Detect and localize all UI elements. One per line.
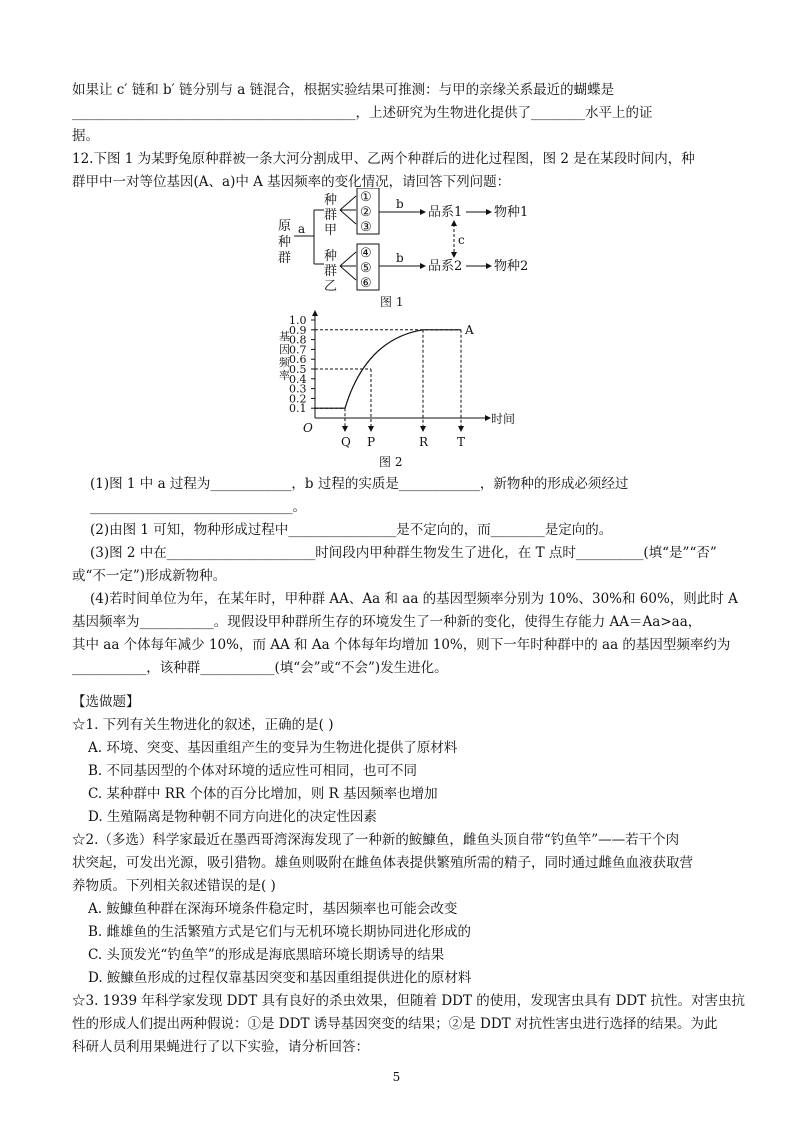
- svg-text:群: 群: [324, 264, 338, 279]
- population-yi-label: 种: [324, 249, 338, 264]
- arrow-T: [458, 426, 464, 432]
- text-line: 养物质。下列相关叙述错误的是( ): [72, 878, 276, 894]
- y-tick-label: 0.5: [289, 363, 307, 376]
- figure-2-chart: [275, 310, 515, 470]
- option-a: A. 环境、突变、基因重组产生的变异为生物进化提供了原材料: [88, 740, 458, 756]
- elective-question-2: ☆2.（多选）科学家最近在墨西哥湾深海发现了一种新的鮟鱇鱼，雌鱼头顶自带“钓鱼竿”——若干个肉: [72, 832, 680, 848]
- text-line: __________________________________________，上述研究为生物进化提供了________水平上的证: [72, 105, 653, 121]
- y-tick-label: 0.2: [289, 392, 307, 406]
- text-line: 如果让 c′ 链和 b′ 链分别与 a 链混合，根据实验结果可推测：与甲的亲缘关系最近的蝴蝶是: [72, 82, 615, 98]
- option-d: D. 生殖隔离是物种朝不同方向进化的决定性因素: [88, 809, 377, 825]
- sub-question-4: (4)若时间单位为年，在某年时，甲种群 AA、Aa 和 aa 的基因型频率分别为 10%、30%和 60%，则此时 A: [90, 591, 738, 607]
- figure-1-caption: 图 1: [380, 295, 404, 308]
- y-tick-label: 0.8: [289, 333, 307, 347]
- option-b: B. 雌雄鱼的生活繁殖方式是它们与无机环境长期协同进化形成的: [88, 924, 472, 940]
- text-line: 状突起，可发出光源，吸引猎物。雄鱼则吸附在雌鱼体表提供繁殖所需的精子，同时通过雌鱼血液获取营: [72, 855, 693, 871]
- text-line: 群甲中一对等位基因(A、a)中 A 基因频率的变化情况，请回答下列问题：: [72, 174, 511, 190]
- process-b-label-2: b: [396, 251, 404, 265]
- x-axis-label: 时间: [491, 412, 515, 426]
- origin-label: O: [303, 421, 313, 435]
- sub-question-1: (1)图 1 中 a 过程为____________，b 过程的实质是____________，新物种的形成必须经过: [90, 476, 629, 492]
- point-label: A: [465, 322, 474, 337]
- y-tick-label: 0.7: [289, 343, 307, 357]
- y-tick-label: 0.1: [289, 402, 307, 416]
- sub-question-3: (3)图 2 中在______________________时间段内甲种群生物发生了进化，在 T 点时__________(填“是”“否”: [90, 545, 717, 561]
- y-axis-label-char: 频: [279, 356, 290, 369]
- svg-text:群: 群: [324, 208, 338, 223]
- y-tick-label: 0.4: [289, 372, 307, 386]
- arrow-R: [420, 426, 426, 432]
- variant-6: ⑥: [360, 276, 372, 291]
- text-line: 或“不一定”)形成新物种。: [72, 568, 227, 584]
- svg-text:种: 种: [278, 235, 292, 250]
- figure-2-caption: 图 2: [379, 455, 403, 469]
- svg-text:甲: 甲: [324, 223, 338, 238]
- population-jia-label: 种: [324, 193, 338, 208]
- option-c: C. 某种群中 RR 个体的百分比增加，则 R 基因频率也增加: [88, 786, 438, 802]
- x-tick-label: Q: [341, 435, 351, 449]
- text-line: 性的形成人们提出两种假说：①是 DDT 诱导基因突变的结果；②是 DDT 对抗性害虫进行选择的结果。为此: [72, 1016, 718, 1032]
- option-b: B. 不同基因型的个体对环境的适应性可相同，也可不同: [88, 763, 418, 779]
- text-line: 基因频率为___________。现假设甲种群所生存的环境发生了一种新的变化，使得生存能力 AA＝Aa>aa，: [72, 614, 702, 630]
- text-line: 据。: [72, 128, 99, 144]
- svg-text:乙: 乙: [324, 279, 338, 294]
- strain-1-label: 品系1: [428, 205, 463, 220]
- process-c-label: c: [458, 233, 465, 247]
- variant-2: ②: [360, 205, 372, 220]
- elective-question-1: ☆1. 下列有关生物进化的叙述，正确的是( ): [72, 717, 334, 733]
- text-line: 科研人员利用果蝇进行了以下实验，请分析回答：: [72, 1039, 369, 1055]
- species-2-label: 物种2: [494, 259, 529, 274]
- x-tick-label: P: [367, 435, 376, 449]
- x-tick-label: R: [419, 435, 429, 449]
- option-d: D. 鮟鱇鱼形成的过程仅靠基因突变和基因重组提供进化的原材料: [88, 970, 472, 986]
- page-number: 5: [392, 1070, 401, 1084]
- arrow-Q: [342, 426, 348, 432]
- x-tick-label: T: [457, 435, 466, 449]
- text-line: ___________，该种群___________(填“会”或“不会”)发生进化。: [72, 660, 448, 676]
- option-c: C. 头顶发光“钓鱼竿”的形成是海底黑暗环境长期诱导的结果: [88, 947, 445, 963]
- process-b-label-1: b: [396, 197, 404, 211]
- y-axis-label-char: 率: [279, 369, 290, 382]
- variant-1: ①: [360, 190, 372, 205]
- text-line: ______________________________。: [90, 499, 306, 515]
- process-a-label: a: [298, 222, 306, 236]
- variant-3: ③: [360, 220, 372, 235]
- species-1-label: 物种1: [494, 205, 529, 220]
- question-12: 12.下图 1 为某野兔原种群被一条大河分割成甲、乙两个种群后的进化过程图，图 2 是在某段时间内，种: [72, 151, 695, 167]
- arrow-P: [368, 426, 374, 432]
- text-line: 其中 aa 个体每年减少 10%，而 AA 和 Aa 个体每年均增加 10%，则下一年时种群中的 aa 的基因型频率约为: [72, 637, 731, 653]
- y-axis-label-char: 因: [279, 343, 290, 356]
- y-tick-label: 0.6: [289, 353, 307, 367]
- svg-text:群: 群: [278, 251, 292, 266]
- sub-question-2: (2)由图 1 可知，物种形成过程中________________是不定向的，而________是定向的。: [90, 522, 613, 538]
- strain-2-label: 品系2: [428, 259, 463, 274]
- y-tick-label: 0.9: [289, 323, 307, 337]
- y-tick-label: 1.0: [289, 314, 307, 327]
- original-population-label: 原: [278, 219, 292, 234]
- y-axis-label-char: 基: [279, 330, 290, 343]
- y-axis-arrow: [312, 310, 318, 316]
- variant-4: ④: [360, 246, 372, 261]
- elective-question-3: ☆3. 1939 年科学家发现 DDT 具有良好的杀虫效果，但随着 DDT 的使用，发现害虫具有 DDT 抗性。对害虫抗: [72, 993, 746, 1009]
- y-tick-label: 0.3: [289, 382, 307, 396]
- section-heading: 【选做题】: [72, 694, 140, 710]
- figure-1-diagram: [270, 188, 530, 308]
- option-a: A. 鮟鱇鱼种群在深海环境条件稳定时，基因频率也可能会改变: [88, 901, 458, 917]
- variant-5: ⑤: [360, 261, 372, 276]
